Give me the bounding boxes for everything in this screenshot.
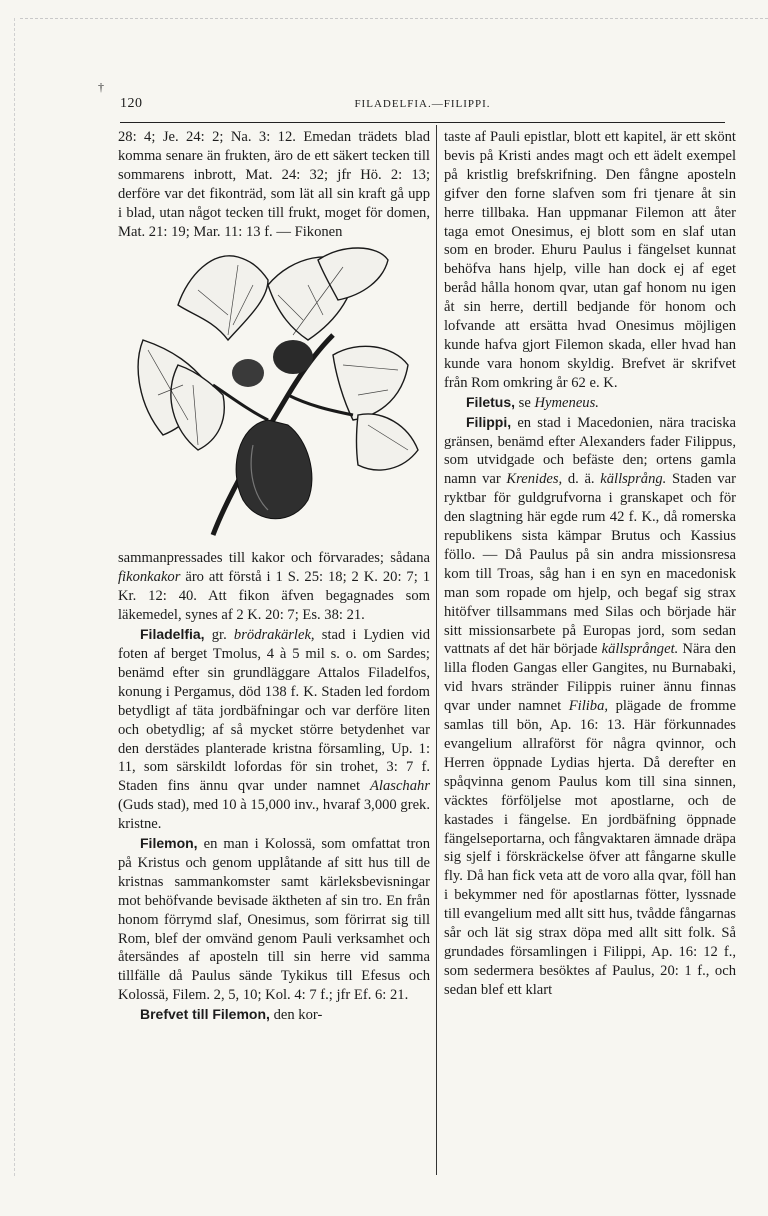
page-number: 120 bbox=[120, 96, 143, 111]
margin-mark: † bbox=[98, 80, 104, 94]
fig-branch-engraving bbox=[118, 245, 430, 545]
column-divider bbox=[436, 125, 437, 1175]
fig-fruit bbox=[232, 359, 264, 387]
entry-filippi: Filippi, en stad i Macedonien, nära traciska gränsen, benämd efter Alexanders fader Filippus, som utvidgade och befäste den; ortens gamla namn var Krenides, d. ä. källsprång. Staden var ryktbar för guldgrufvorna i granskapet och för den slagtning här egde rum 42 f. K., då romerska republikens sista kämpar Brutus och Kassius föllo. — Då Paulus på sin andra missionsresa kom till Troas, såg han i en syn en macedonisk man som ropade om hjelp, och begaf sig strax hitöfver tillsammans med Silas och började här sitt missionsarbete på Europas jord, som sedan vattnats af det här började källsprånget. Nära den lilla floden Gangas eller Gangites, nu Burnabaki, vid hvars stränder Filippis ruiner ännu finnas qvar under namnet Filiba, plägade de fromme samlas till bön, Ap. 16: 13. Här förkunnades evangelium allraförst för några qvinnor, och Herren öppnade Lydias hjerta. Då derefter en spåqvinna genom Paulus kom till sina sinnen, väcktes förföljelse mot apostlarne, och de kastades i fängelse. En jordbäfning öppnade fängelseportarna, och fångvaktaren ämnade dräpa sig sjelf i förskräckelse öfver att fångarne skulle fly. Då han fick veta att de voro alla qvar, föll han i bekymmer ned för apostlarnas fötter, lyssnade till evangelium med allt sitt hus, tvådde fångarnas sår och lät sig strax döpa med allt sitt folk. Så grundades församlingen i Filippi, Ap. 16: 12 f., som sedermera besöktes af Paulus, 20: 1 f., och sedan blef ett klart bbox=[444, 413, 736, 998]
page-header bbox=[120, 96, 725, 118]
fig-leaf bbox=[357, 414, 419, 470]
headword-filetus: Filetus, bbox=[466, 393, 516, 410]
entry-brefvet-till-filemon: Brefvet till Filemon, den kor- bbox=[140, 1006, 323, 1024]
headword-filadelfia: Filadelfia, bbox=[140, 626, 205, 643]
headword-filippi: Filippi, bbox=[466, 413, 512, 430]
entry-filetus: Filetus, se Hymeneus. bbox=[466, 393, 599, 411]
scan-border-top bbox=[20, 18, 768, 19]
fig-illustration bbox=[118, 245, 430, 545]
scan-border-left bbox=[14, 18, 15, 1176]
fig-entry-text: sammanpressades till kakor och förvarades; sådana fikonkakor äro att förstå i 1 S. 25: 18; 2 K. 20: 7; 1 Kr. 12: 40. Att fikon äfven begagnades som läkemedel, synes af 2 K. 20: 7; Es. 38: 21. bbox=[118, 550, 430, 624]
right-column bbox=[444, 128, 736, 1000]
entry-filadelfia: Filadelfia, gr. brödrakärlek, stad i Lydien vid foten af berget Tmolus, 4 à 5 mil s. o. om Sardes; benämd efter sin grundläggare Attalos Filadelfos, konung i Pergamus, död 138 f. K. Staden led fordom betydligt af täta jordbäfningar och var derföre liten och obetydlig; af så mycket större betydenhet var den derstädes planterade kristna församling, Up. 1: 11, som särskildt lofordas för sin trohet, 3: 7 f. Staden fins ännu qvar under namnet Alaschahr (Guds stad), med 10 à 15,000 inv., hvaraf 3,000 grek. kristne. bbox=[118, 626, 431, 833]
fig-entry-continued: 28: 4; Je. 24: 2; Na. 3: 12. Emedan trädets blad komma senare än frukten, äro de ett säkert tecken till sommarens inbrott, Mat. 24: 32; jfr Hö. 2: 13; derföre var det fikonträd, som lät all sin kraft gå upp i blad, utan något tecken till frukt, moget för domen, Mat. 21: 19; Mar. 11: 13 f. — Fikonen bbox=[118, 129, 430, 240]
brefvet-continued: taste af Pauli epistlar, blott ett kapitel, är ett skönt bevis på Kristi andes magt och ett ädelt exempel på kristlig brefskrifning. Den fångne aposteln gifver den forne slafven som fri tjenare åt sin herre tillbaka. Han uppmanar Filemon att åter taga emot Onesimus, ej blott som en slaf utan som en broder. Ehuru Paulus i fängelset kunnat behöfva hans hjelp, ville han dock ej af eget beråd hålla honom qvar, utan gaf honom nu igen åt sin herre, dertill bedjande för honom och lofvande att ersätta hvad Onesimus möjligen kunde hafva gjort Filemon skada, eller hvad han kunde vara honom skyldig. Brefvet är skrifvet från Rom omkring år 62 e. K. bbox=[444, 129, 736, 391]
header-rule bbox=[120, 122, 725, 123]
fig-fruit bbox=[273, 340, 313, 374]
fig-fruit-large bbox=[236, 420, 312, 519]
headword-brefvet: Brefvet till Filemon, bbox=[140, 1006, 270, 1023]
entry-filemon: Filemon, en man i Kolossä, som omfattat tron på Kristus och genom upplåtande af sitt hus till de kristnas sammankomster samt kärleksbevisningar mot behöfvande bevisade äktheten af sin tro. En från honom förrymd slaf, Onesimus, som förirrat sig till Rom, blef der omvänd genom Pauli verksamhet och återsändes af aposteln till sin herre vid samma tillfälle då Paulus sände Tykikus till Efesus och Kolossä, Filem. 2, 5, 10; Kol. 4: 7 f.; jfr Ef. 6: 21. bbox=[118, 835, 430, 1004]
fig-leaf bbox=[333, 347, 408, 421]
left-column bbox=[118, 128, 430, 1025]
fig-leaf bbox=[178, 256, 268, 340]
headword-filemon: Filemon, bbox=[140, 835, 198, 852]
running-title: FILADELFIA.—FILIPPI. bbox=[354, 98, 491, 110]
